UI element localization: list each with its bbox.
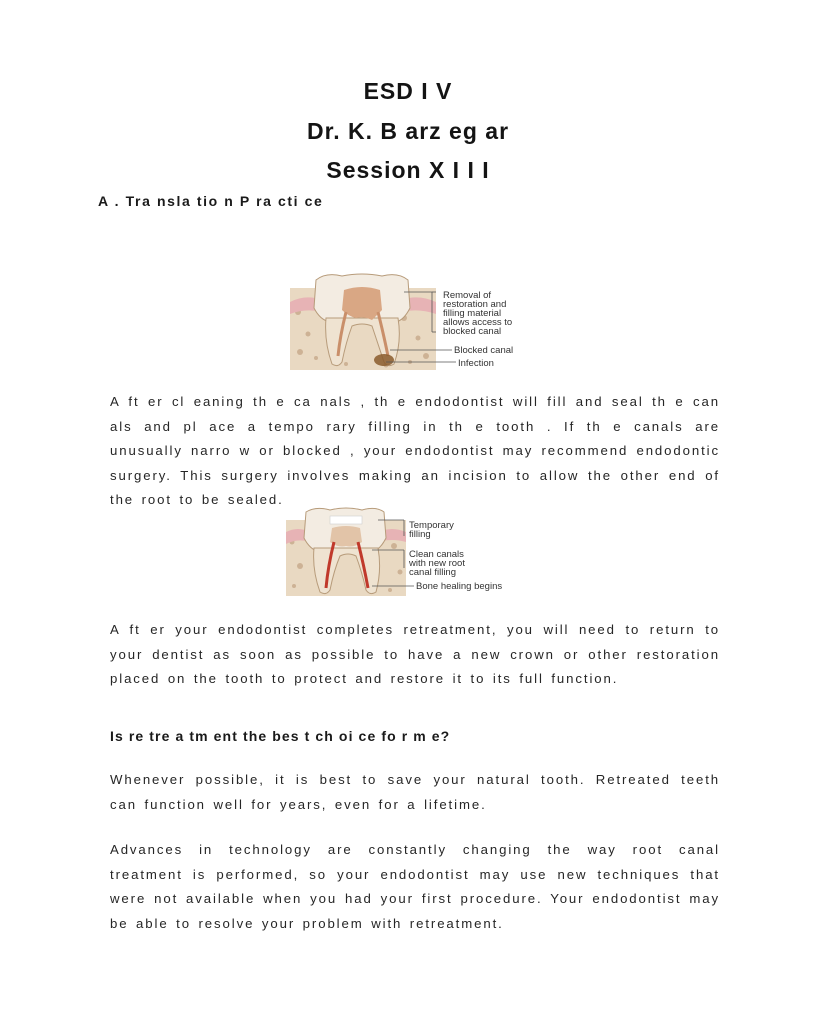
paragraph-advances-technology: Advances in technology are constantly changing the way root canal treatment is performed, so your endodontist may use new techniques that were not available when you had your first procedure. Your endodontist may be able to resolve your problem with retreatment. xyxy=(110,842,720,931)
tooth-diagram-blocked-canal xyxy=(286,272,556,372)
figure1-label-3: filling material xyxy=(443,308,502,319)
figure1-label-4: allows access to xyxy=(443,317,513,328)
paragraph-after-retreatment: A ft er your endodontist completes retreatment, you will need to return to your dentist as soon as possible to have a new crown or other restoration placed on the tooth to protect and restore it to its full function. xyxy=(110,622,720,686)
figure1-label-6: Blocked canal xyxy=(454,345,514,356)
figure2-label-2: filling xyxy=(409,529,431,540)
figure1-label-5: blocked canal xyxy=(443,326,502,337)
figure2-label-3: Clean canals xyxy=(409,549,464,560)
paragraph-save-tooth: Whenever possible, it is best to save your natural tooth. Retreated teeth can function well for years, even for a lifetime. xyxy=(110,772,720,812)
figure2-label-5: canal filling xyxy=(409,567,456,578)
figure2-label-4: with new root xyxy=(409,558,465,569)
course-title: ESD I V xyxy=(363,78,453,104)
instructor-name: Dr. K. B arz eg ar xyxy=(306,118,510,144)
figure2-label-6: Bone healing begins xyxy=(416,581,503,592)
figure1-label-2: restoration and xyxy=(443,299,507,310)
figure1-label-7: Infection xyxy=(458,358,494,369)
figure1-label-1: Removal of xyxy=(443,290,492,301)
paragraph-after-cleaning: A ft er cl eaning th e ca nals , th e endodontist will fill and seal th e can als and pl ace a tempo rary filling in th e tooth . If th e canals are unusually narro w or blocked , your endodontist may recommend endodontic surgery. This surgery involves making an incision to allow the other end of the root to be sealed. xyxy=(110,394,720,507)
tooth-diagram-retreated xyxy=(282,506,552,598)
figure2-label-1: Temporary xyxy=(409,520,454,531)
subheading-retreatment-choice: Is re tre a tm ent the bes t ch oi ce fo r m e? xyxy=(110,728,451,744)
session-title: Session X I I I xyxy=(326,157,490,183)
section-label: A . Tra nsla tio n P ra cti ce xyxy=(98,193,324,209)
